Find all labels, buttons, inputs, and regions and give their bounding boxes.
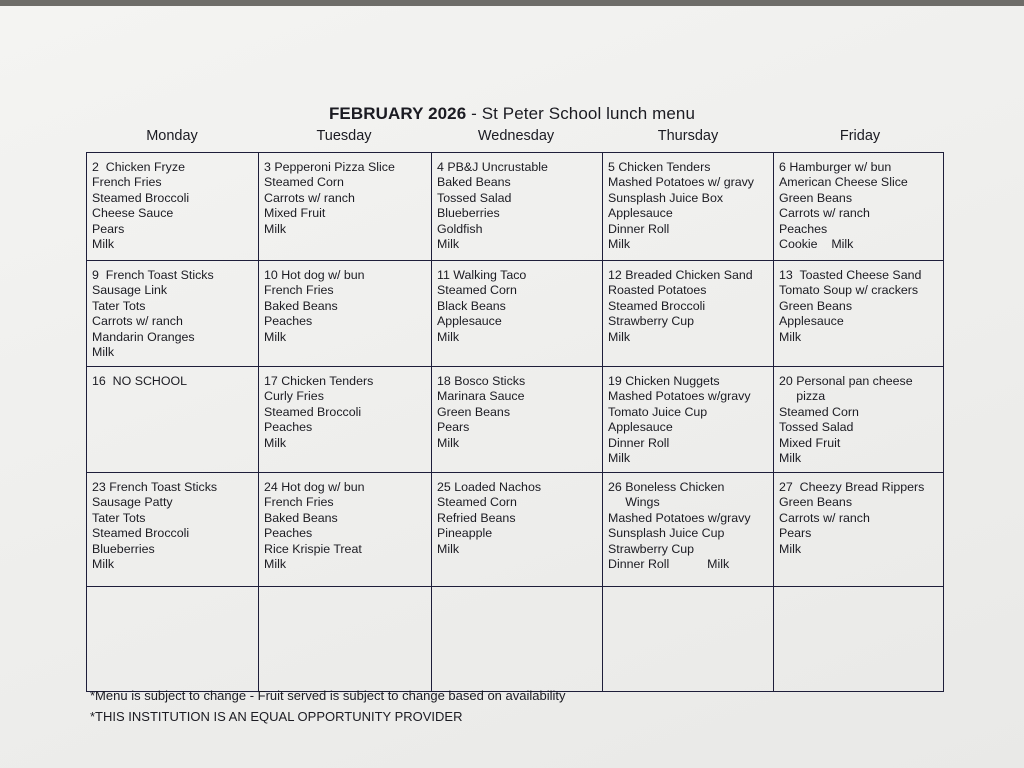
day-tuesday: Tuesday (316, 128, 372, 144)
menu-cell-week3-tuesday (259, 367, 432, 473)
menu-item: Milk (608, 237, 631, 252)
menu-item: Sunsplash Juice Cup (608, 526, 725, 541)
menu-item: Carrots w/ ranch (779, 206, 870, 221)
menu-item: Steamed Broccoli (264, 404, 362, 419)
menu-item: Milk (264, 329, 287, 344)
menu-day-entry: 3 Pepperoni Pizza Slice (264, 160, 395, 174)
menu-item: Mixed Fruit (779, 435, 841, 450)
menu-item: Sausage Patty (92, 495, 173, 510)
day-friday: Friday (839, 128, 881, 144)
menu-day-entry: 6 Hamburger w/ bun (779, 160, 892, 174)
menu-item: Tomato Soup w/ crackers (779, 283, 919, 298)
page-title (0, 104, 1024, 124)
menu-item: Carrots w/ ranch (779, 510, 870, 525)
menu-cell-week4-monday (87, 473, 259, 587)
menu-item: Strawberry Cup (608, 541, 695, 556)
menu-cell-week4-wednesday (432, 473, 603, 587)
menu-day-entry: 23 French Toast Sticks (92, 480, 218, 494)
menu-item: Milk (608, 329, 631, 344)
menu-day-entry: 26 Boneless Chicken (608, 480, 725, 494)
menu-item: Blueberries (437, 206, 500, 221)
menu-cell-week5-friday (774, 587, 943, 691)
menu-item: Mashed Potatoes w/gravy (608, 389, 751, 404)
menu-item: Mashed Potatoes w/gravy (608, 510, 751, 525)
menu-cell-week3-monday (87, 367, 259, 473)
menu-day-entry: 4 PB&J Uncrustable (437, 160, 548, 174)
menu-cell-week3-wednesday (432, 367, 603, 473)
menu-item: Carrots w/ ranch (264, 190, 355, 205)
menu-item: Steamed Corn (437, 283, 517, 298)
day-monday: Monday (146, 128, 198, 144)
menu-day-entry: 10 Hot dog w/ bun (264, 268, 365, 282)
menu-cell-week5-wednesday (432, 587, 603, 691)
menu-cell-week2-monday (87, 261, 259, 367)
menu-cell-week2-tuesday (259, 261, 432, 367)
menu-item: pizza (779, 389, 826, 404)
menu-cell-week2-wednesday (432, 261, 603, 367)
menu-item: Blueberries (92, 541, 155, 556)
menu-cell-week4-thursday (603, 473, 774, 587)
menu-item: Pears (779, 526, 812, 541)
menu-item: Tater Tots (92, 298, 146, 313)
menu-cell-week4-friday (774, 473, 943, 587)
menu-item: Milk (437, 237, 460, 252)
menu-item: Baked Beans (437, 175, 511, 190)
menu-item: Milk (92, 345, 115, 360)
menu-item: Green Beans (779, 190, 853, 205)
menu-day-entry: 9 French Toast Sticks (92, 268, 214, 282)
menu-day-entry: 19 Chicken Nuggets (608, 374, 720, 388)
menu-cell-week1-tuesday (259, 153, 432, 261)
menu-item: Applesauce (779, 314, 844, 329)
menu-day-entry: 25 Loaded Nachos (437, 480, 542, 494)
menu-cell-week2-thursday (603, 261, 774, 367)
footer-note: *Menu is subject to change - Fruit served is subject to change based on availability (90, 688, 566, 703)
menu-item: Steamed Broccoli (608, 298, 706, 313)
menu-cell-week5-monday (87, 587, 259, 691)
menu-day-entry: 16 NO SCHOOL (92, 374, 188, 388)
menu-day-entry: 17 Chicken Tenders (264, 374, 374, 388)
menu-cell-week1-friday (774, 153, 943, 261)
menu-item: Steamed Broccoli (92, 526, 190, 541)
menu-item: Green Beans (779, 298, 853, 313)
menu-item: Dinner Roll Milk (608, 557, 730, 572)
menu-item: Wings (608, 495, 660, 510)
menu-item: Marinara Sauce (437, 389, 525, 404)
weekday-header (86, 128, 946, 148)
menu-item: Sunsplash Juice Box (608, 190, 724, 205)
menu-item: Baked Beans (264, 298, 338, 313)
menu-item: Milk (779, 541, 802, 556)
menu-item: Milk (264, 221, 287, 236)
menu-item: Pineapple (437, 526, 493, 541)
day-thursday: Thursday (657, 128, 719, 144)
footer-equal-opportunity: *THIS INSTITUTION IS AN EQUAL OPPORTUNITY PROVIDER (90, 709, 463, 724)
menu-day-entry: 27 Cheezy Bread Rippers (779, 480, 925, 494)
menu-item: Applesauce (608, 206, 673, 221)
day-wednesday: Wednesday (477, 128, 555, 144)
title-month: FEBRUARY 2026 (328, 104, 467, 123)
menu-calendar-grid (86, 152, 944, 692)
menu-item: Dinner Roll (608, 221, 670, 236)
menu-item: Milk (779, 329, 802, 344)
menu-item: Tossed Salad (437, 190, 512, 205)
menu-item: Milk (779, 451, 802, 466)
menu-item: Baked Beans (264, 510, 338, 525)
menu-day-entry: 18 Bosco Sticks (437, 374, 526, 388)
menu-item: American Cheese Slice (779, 175, 908, 190)
menu-item: Black Beans (437, 298, 506, 313)
menu-item: Mandarin Oranges (92, 329, 195, 344)
menu-item: Milk (437, 541, 460, 556)
menu-cell-week2-friday (774, 261, 943, 367)
menu-item: Green Beans (437, 404, 511, 419)
menu-item: Tomato Juice Cup (608, 404, 708, 419)
menu-item: Steamed Corn (779, 404, 859, 419)
menu-day-entry: 2 Chicken Fryze (92, 160, 185, 174)
menu-item: French Fries (92, 175, 162, 190)
title-subtitle: - St Peter School lunch menu (471, 104, 696, 123)
menu-cell-week3-thursday (603, 367, 774, 473)
menu-item: Cheese Sauce (92, 206, 174, 221)
menu-item: Peaches (779, 221, 828, 236)
menu-item: Rice Krispie Treat (264, 541, 362, 556)
menu-day-entry: 24 Hot dog w/ bun (264, 480, 365, 494)
menu-item: Milk (92, 557, 115, 572)
menu-cell-week5-thursday (603, 587, 774, 691)
menu-item: Milk (437, 329, 460, 344)
menu-item: French Fries (264, 495, 334, 510)
menu-cell-week5-tuesday (259, 587, 432, 691)
menu-day-entry: 12 Breaded Chicken Sand (608, 268, 753, 282)
menu-item: Applesauce (608, 420, 673, 435)
menu-item: Peaches (264, 420, 313, 435)
menu-item: Green Beans (779, 495, 853, 510)
menu-item: Cookie Milk (779, 237, 854, 252)
menu-cell-week1-monday (87, 153, 259, 261)
menu-item: Milk (92, 237, 115, 252)
menu-day-entry: 5 Chicken Tenders (608, 160, 711, 174)
menu-cell-week3-friday (774, 367, 943, 473)
menu-item: Dinner Roll (608, 435, 670, 450)
menu-item: Applesauce (437, 314, 502, 329)
menu-item: Tater Tots (92, 510, 146, 525)
menu-item: Milk (437, 435, 460, 450)
menu-day-entry: 13 Toasted Cheese Sand (779, 268, 922, 282)
menu-item: Mixed Fruit (264, 206, 326, 221)
menu-item: Curly Fries (264, 389, 324, 404)
menu-item: Pears (437, 420, 470, 435)
menu-item: Roasted Potatoes (608, 283, 707, 298)
menu-day-entry: 11 Walking Taco (437, 268, 527, 282)
menu-cell-week1-thursday (603, 153, 774, 261)
menu-sheet (0, 6, 1024, 768)
menu-item: Strawberry Cup (608, 314, 695, 329)
menu-item: Refried Beans (437, 510, 516, 525)
menu-item: Steamed Corn (264, 175, 344, 190)
menu-item: Tossed Salad (779, 420, 854, 435)
menu-item: French Fries (264, 283, 334, 298)
menu-item: Peaches (264, 526, 313, 541)
menu-item: Sausage Link (92, 283, 168, 298)
menu-item: Peaches (264, 314, 313, 329)
menu-item: Steamed Corn (437, 495, 517, 510)
menu-cell-week1-wednesday (432, 153, 603, 261)
menu-day-entry: 20 Personal pan cheese (779, 374, 913, 388)
menu-item: Goldfish (437, 221, 483, 236)
menu-item: Milk (264, 557, 287, 572)
menu-item: Steamed Broccoli (92, 190, 190, 205)
menu-item: Milk (608, 451, 631, 466)
menu-item: Carrots w/ ranch (92, 314, 183, 329)
menu-item: Pears (92, 221, 125, 236)
menu-cell-week4-tuesday (259, 473, 432, 587)
menu-item: Milk (264, 435, 287, 450)
menu-item: Mashed Potatoes w/ gravy (608, 175, 755, 190)
